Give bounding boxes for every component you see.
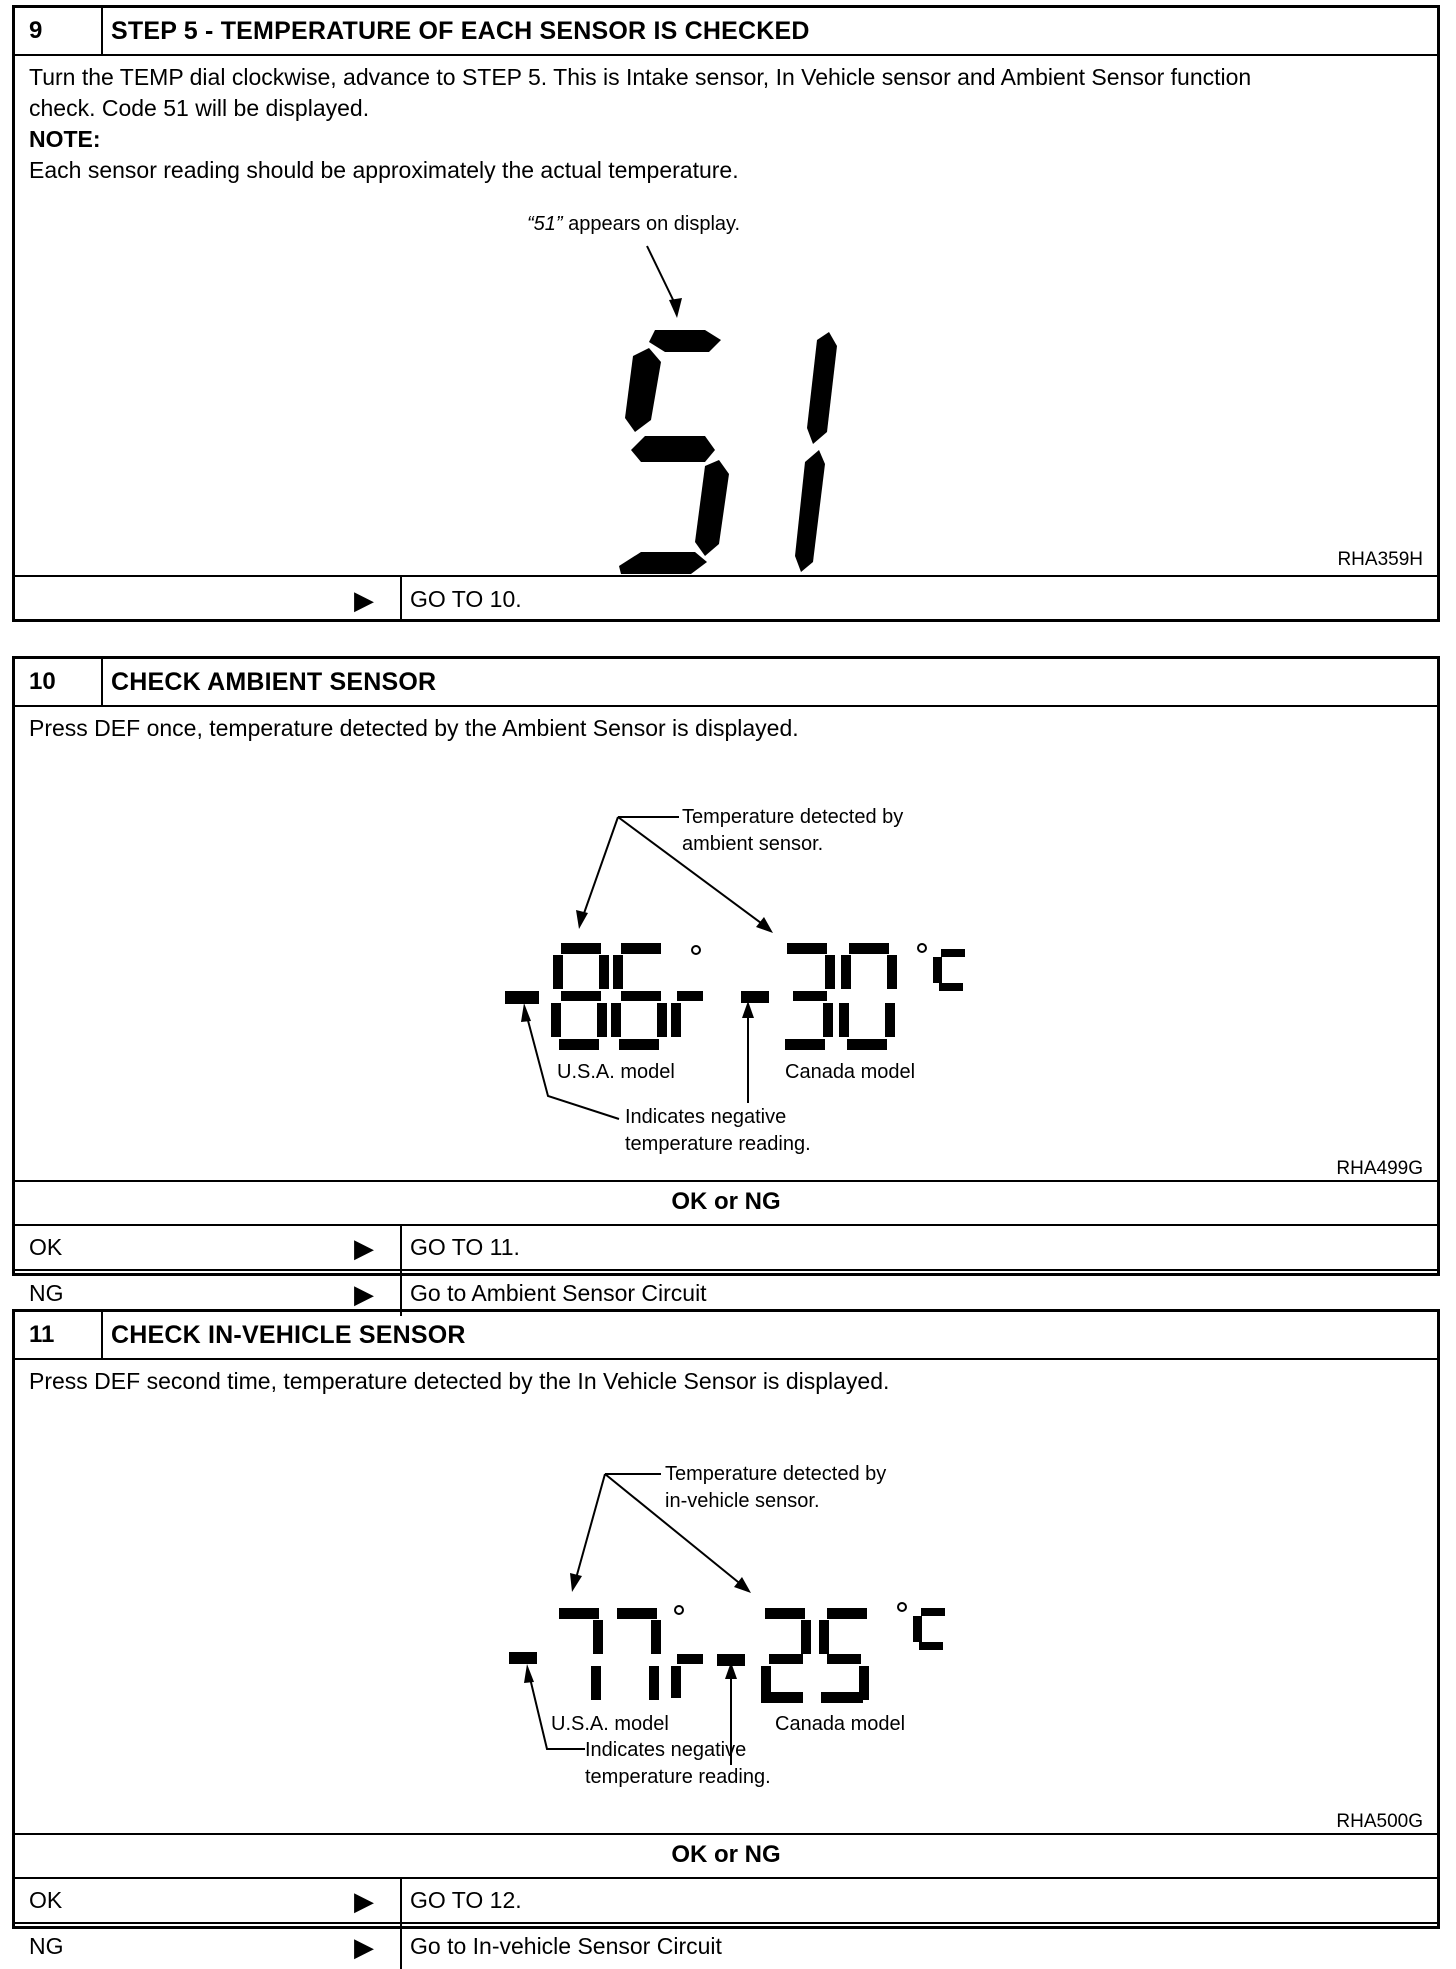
canada-lcd-reading: [717, 1603, 945, 1703]
canada-model-label: Canada model: [785, 1061, 916, 1083]
ok-ng-prompt: OK or NG: [671, 1188, 781, 1215]
answer-label: [15, 1879, 402, 1922]
step-title: CHECK IN-VEHICLE SENSOR: [111, 1320, 466, 1349]
display-code-label: “51”: [527, 213, 563, 235]
negative-indicator-line-2: temperature reading.: [625, 1133, 811, 1155]
step-9-panel: [12, 5, 1440, 622]
answer-row-ng: [15, 1924, 1437, 1969]
answer-row-ok: [15, 1879, 1437, 1924]
step-body: [15, 1360, 1437, 1835]
figure-code: RHA499G: [1336, 1158, 1423, 1179]
seven-segment-digit-1: [795, 332, 837, 572]
arrow-right-icon: ▶: [354, 1885, 374, 1916]
answer-label-text: NG: [29, 1933, 64, 1959]
step-header: [15, 659, 1437, 707]
arrow-right-icon: ▶: [354, 1931, 374, 1962]
answer-label-text: OK: [29, 1234, 63, 1260]
usa-lcd-reading: [509, 1606, 703, 1700]
canada-model-label: Canada model: [775, 1713, 906, 1735]
step-title: CHECK AMBIENT SENSOR: [111, 667, 437, 696]
seven-segment-digit-5: [619, 330, 729, 574]
answer-label: [15, 577, 402, 622]
step-header: [15, 8, 1437, 56]
step-number: 9: [15, 8, 103, 54]
answer-row-ok: [15, 1226, 1437, 1271]
note-text: Each sensor reading should be approximately the actual temperature.: [29, 157, 739, 183]
answer-row: [15, 577, 1437, 622]
ambient-sensor-circuit-link[interactable]: Go to Ambient Sensor Circuit: [410, 1280, 707, 1306]
step-number: 11: [15, 1312, 103, 1358]
ok-ng-row: [15, 1182, 1437, 1226]
callout-line-2: ambient sensor.: [682, 833, 824, 855]
step-header: [15, 1312, 1437, 1360]
ok-ng-prompt: OK or NG: [671, 1841, 781, 1868]
go-to-step-10-link[interactable]: GO TO 10.: [410, 586, 522, 612]
usa-model-label: U.S.A. model: [551, 1713, 669, 1735]
step-number: 10: [15, 659, 103, 705]
instruction-text: Press DEF second time, temperature detected by the In Vehicle Sensor is displayed.: [29, 1368, 890, 1394]
ok-ng-row: [15, 1835, 1437, 1879]
arrow-right-icon: ▶: [354, 1278, 374, 1309]
go-to-step-12-link[interactable]: GO TO 12.: [410, 1887, 522, 1913]
display-51-figure: [15, 56, 1437, 577]
usa-model-label: U.S.A. model: [557, 1061, 675, 1083]
step-10-panel: [12, 656, 1440, 1309]
in-vehicle-sensor-display-figure: [15, 1360, 1437, 1835]
svg-text:“51” appears on display.: [527, 213, 740, 235]
step-11-panel: [12, 1309, 1440, 1962]
canada-lcd-reading: [741, 943, 965, 1050]
figure-code: RHA359H: [1337, 549, 1423, 570]
step-body: [15, 56, 1437, 577]
note-label: NOTE:: [29, 126, 101, 152]
negative-indicator-line-1: Indicates negative: [585, 1739, 747, 1761]
go-to-step-11-link[interactable]: GO TO 11.: [410, 1234, 520, 1260]
callout-line-1: Temperature detected by: [665, 1463, 887, 1485]
in-vehicle-sensor-circuit-link[interactable]: Go to In-vehicle Sensor Circuit: [410, 1933, 722, 1959]
negative-indicator-line-2: temperature reading.: [585, 1766, 771, 1788]
arrow-right-icon: ▶: [354, 584, 374, 615]
answer-label: [15, 1924, 402, 1969]
callout-line-1: Temperature detected by: [682, 806, 904, 828]
callout-line-2: in-vehicle sensor.: [665, 1490, 820, 1512]
display-label: appears on display.: [562, 213, 741, 235]
ambient-sensor-display-figure: [15, 707, 1437, 1182]
answer-label-text: NG: [29, 1280, 64, 1306]
negative-indicator-line-1: Indicates negative: [625, 1106, 787, 1128]
arrow-right-icon: ▶: [354, 1232, 374, 1263]
answer-label: [15, 1226, 402, 1269]
step-body: [15, 707, 1437, 1182]
answer-label-text: OK: [29, 1887, 63, 1913]
step-title: STEP 5 - TEMPERATURE OF EACH SENSOR IS CHECKED: [111, 16, 810, 45]
instruction-text: Press DEF once, temperature detected by the Ambient Sensor is displayed.: [29, 715, 799, 741]
usa-lcd-reading: [505, 943, 703, 1050]
figure-code: RHA500G: [1336, 1811, 1423, 1832]
instruction-text-cont: check. Code 51 will be displayed.: [29, 95, 370, 121]
instruction-text: Turn the TEMP dial clockwise, advance to STEP 5. This is Intake sensor, In Vehicle sensor and Ambient Sensor function: [29, 64, 1252, 90]
